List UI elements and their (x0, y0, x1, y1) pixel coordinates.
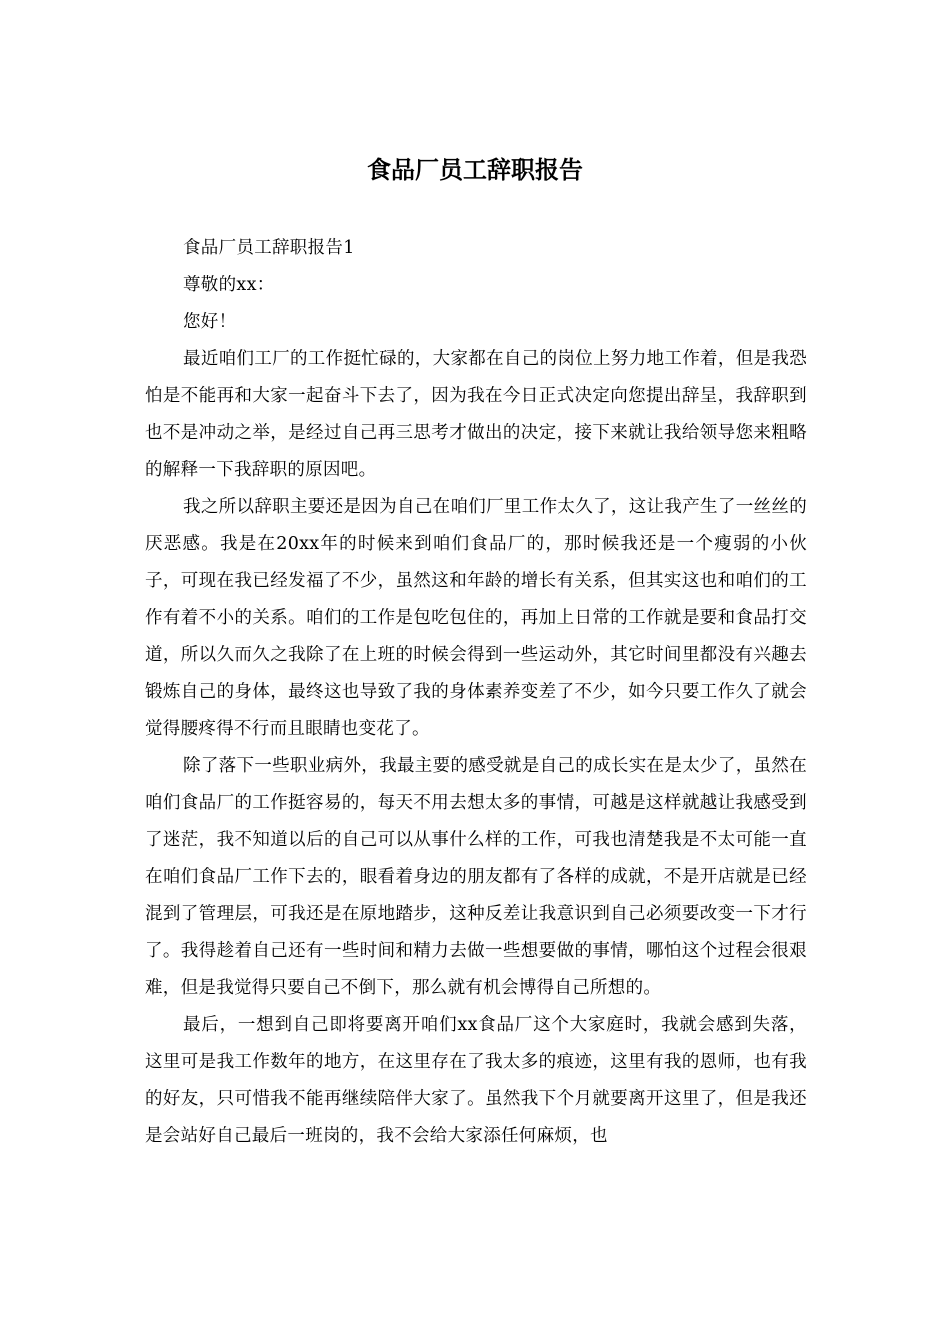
paragraph: 最后，一想到自己即将要离开咱们xx食品厂这个大家庭时，我就会感到失落，这里可是我工作数年的地方，在这里存在了我太多的痕迹，这里有我的恩师，也有我的好友，只可惜我不能再继续陪伴大家了。虽然我下个月就要离开这里了，但是我还是会站好自己最后一班岗的，我不会给大家添任何麻烦，也 (145, 1015, 807, 1146)
document-body (145, 230, 807, 1155)
paragraph: 我之所以辞职主要还是因为自己在咱们厂里工作太久了，这让我产生了一丝丝的厌恶感。我是在20xx年的时候来到咱们食品厂的，那时候我还是一个瘦弱的小伙子，可现在我已经发福了不少，虽然这和年龄的增长有关系，但其实这也和咱们的工作有着不小的关系。咱们的工作是包吃包住的，再加上日常的工作就是要和食品打交道，所以久而久之我除了在上班的时候会得到一些运动外，其它时间里都没有兴趣去锻炼自己的身体，最终这也导致了我的身体素养变差了不少，如今只要工作久了就会觉得腰疼得不行而且眼睛也变花了。 (145, 497, 807, 739)
paragraph: 除了落下一些职业病外，我最主要的感受就是自己的成长实在是太少了，虽然在咱们食品厂的工作挺容易的，每天不用去想太多的事情，可越是这样就越让我感受到了迷茫，我不知道以后的自己可以从事什么样的工作，可我也清楚我是不太可能一直在咱们食品厂工作下去的，眼看着身边的朋友都有了各样的成就，不是开店就是已经混到了管理层，可我还是在原地踏步，这种反差让我意识到自己必须要改变一下才行了。我得趁着自己还有一些时间和精力去做一些想要做的事情，哪怕这个过程会很艰难，但是我觉得只要自己不倒下，那么就有机会博得自己所想的。 (145, 756, 807, 998)
salutation: 尊敬的xx： (183, 275, 275, 295)
paragraph: 最近咱们工厂的工作挺忙碌的，大家都在自己的岗位上努力地工作着，但是我恐怕是不能再和大家一起奋斗下去了，因为我在今日正式决定向您提出辞呈，我辞职到也不是冲动之举，是经过自己再三思考才做出的决定，接下来就让我给领导您来粗略的解释一下我辞职的原因吧。 (145, 349, 807, 480)
greeting: 您好！ (183, 312, 237, 332)
report-heading: 食品厂员工辞职报告1 (183, 238, 355, 258)
document-title: 食品厂员工辞职报告 (367, 155, 583, 184)
